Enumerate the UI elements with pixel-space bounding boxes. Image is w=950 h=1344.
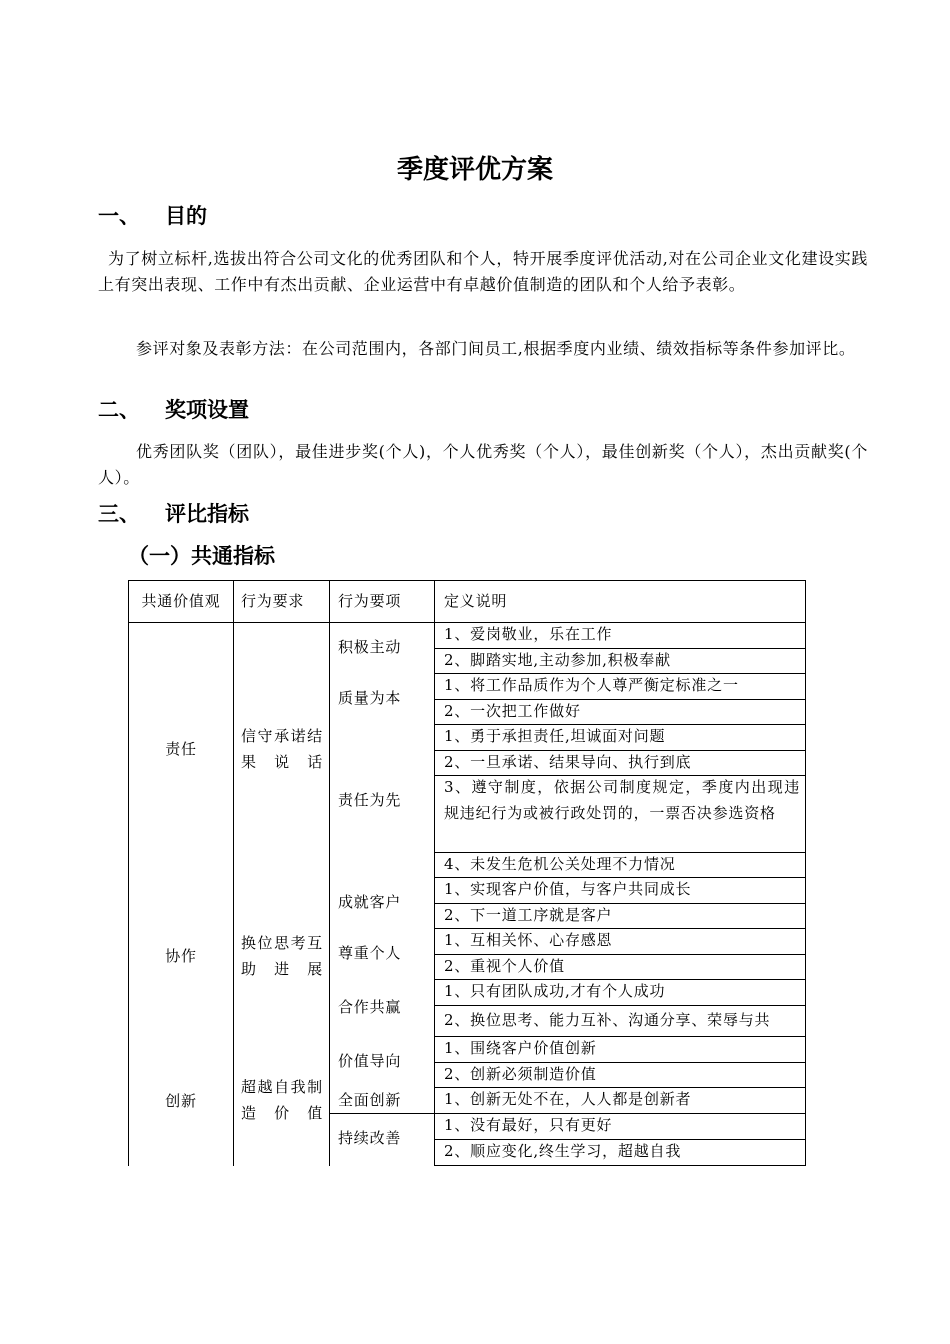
section-title: 评比指标: [165, 502, 249, 526]
participants-paragraph: 参评对象及表彰方法：在公司范围内，各部门间员工,根据季度内业绩、绩效指标等条件参加评比。: [136, 339, 856, 358]
subsection-heading: （一）共通指标: [128, 544, 275, 568]
definition-row: 1、实现客户价值，与客户共同成长: [444, 880, 692, 898]
value-innovation: 创新: [165, 1092, 197, 1111]
table-border: [329, 580, 330, 1166]
section-title: 目的: [165, 204, 207, 228]
definition-row: 4、未发生危机公关处理不力情况: [444, 855, 676, 873]
definition-row: 2、重视个人价值: [444, 957, 565, 975]
definition-row: 2、顺应变化,终生学习，超越自我: [444, 1142, 682, 1160]
item-win-win: 合作共赢: [338, 998, 402, 1016]
definition-row: 3、遵守制度，依据公司制度规定，季度内出现违规违纪行为或被行政处罚的，一票否决参选资格: [444, 778, 800, 822]
table-header-requirement: 行为要求: [241, 591, 305, 610]
item-value-oriented: 价值导向: [338, 1052, 402, 1070]
requirement-collaboration: 换位思考互助进展: [241, 934, 323, 978]
section-number: 二、: [98, 398, 140, 422]
definition-row: 2、换位思考、能力互补、沟通分享、荣辱与共: [444, 1011, 771, 1029]
section-number: 一、: [98, 204, 140, 228]
definition-row: 2、创新必须制造价值: [444, 1065, 597, 1083]
section-heading-criteria: [98, 500, 249, 528]
document-title: 季度评优方案: [396, 155, 553, 185]
awards-paragraph: 优秀团队奖（团队），最佳进步奖(个人)，个人优秀奖（个人），最佳创新奖（个人），杰出贡献奖(个人）。: [98, 442, 868, 487]
table-header-definition: 定义说明: [444, 591, 508, 610]
item-customer-success: 成就客户: [338, 893, 402, 911]
table-header-item: 行为要项: [338, 591, 402, 610]
section-heading-awards: [98, 396, 249, 424]
definition-row: 1、互相关怀、心存感恩: [444, 931, 613, 949]
definition-row: 1、围绕客户价值创新: [444, 1039, 597, 1057]
definition-row: 1、创新无处不在，人人都是创新者: [444, 1090, 692, 1108]
table-border: [434, 580, 435, 1166]
definition-row: 2、脚踏实地,主动参加,积极奉献: [444, 651, 671, 669]
row-divider: [434, 1005, 806, 1006]
purpose-paragraph: 为了树立标杆,选拔出符合公司文化的优秀团队和个人，特开展季度评优活动,对在公司企业文化建设实践上有突出表现、工作中有杰出贡献、企业运营中有卓越价值制造的团队和个人给予表彰。: [98, 249, 868, 294]
section-title: 奖项设置: [165, 398, 249, 422]
item-quality-first: 质量为本: [338, 689, 402, 707]
table-border: [805, 580, 806, 1166]
requirement-responsibility: 信守承诺结果说话: [241, 727, 323, 771]
item-comprehensive-innovation: 全面创新: [338, 1091, 402, 1109]
definition-row: 1、只有团队成功,才有个人成功: [444, 982, 666, 1000]
item-respect-individuals: 尊重个人: [338, 944, 402, 962]
value-responsibility: 责任: [165, 740, 197, 759]
item-proactive: 积极主动: [338, 638, 402, 656]
item-continuous-improvement: 持续改善: [338, 1129, 402, 1147]
definition-row: 2、下一道工序就是客户: [444, 906, 613, 924]
row-divider: [434, 1165, 806, 1166]
definition-row: 1、没有最好，只有更好: [444, 1116, 613, 1134]
table-header-value: 共通价值观: [141, 591, 221, 610]
definition-row: 1、勇于承担责任,坦诚面对问题: [444, 727, 666, 745]
definition-row: 2、一次把工作做好: [444, 702, 581, 720]
definition-row: 1、爱岗敬业，乐在工作: [444, 625, 613, 643]
table-border: [233, 580, 234, 1166]
section-number: 三、: [98, 502, 140, 526]
item-responsibility-first: 责任为先: [338, 791, 402, 809]
definition-row: 2、一旦承诺、结果导向、执行到底: [444, 753, 692, 771]
section-heading-purpose: [98, 202, 207, 230]
definition-row: 1、将工作品质作为个人尊严衡定标准之一: [444, 676, 739, 694]
table-border: [128, 580, 129, 1166]
value-collaboration: 协作: [165, 947, 197, 966]
requirement-innovation: 超越自我制造价值: [241, 1078, 323, 1122]
